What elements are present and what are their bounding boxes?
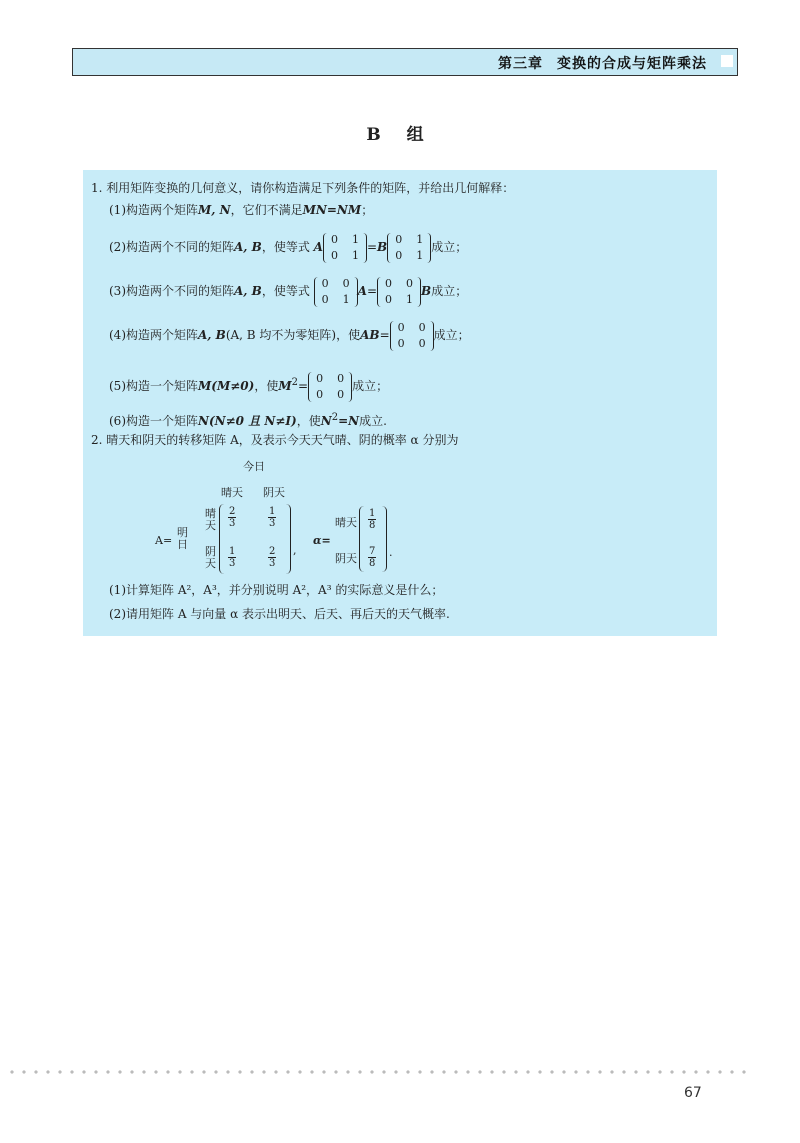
col-sunny-label: 晴天 [221, 486, 243, 499]
q1-intro: 1. 利用矩阵变换的几何意义，请你构造满足下列条件的矩阵，并给出几何解释： [91, 181, 515, 195]
matrix-A-label: A= [155, 534, 173, 547]
alpha-row-cloudy: 阴天 [335, 552, 357, 565]
matrix-p5: 0 0 0 0 [308, 372, 352, 402]
col-cloudy-label: 阴天 [263, 486, 285, 499]
header-corner-box [721, 55, 733, 67]
q2-part1: (1)计算矩阵 A²，A³，并分别说明 A²，A³ 的实际意义是什么； [109, 583, 444, 597]
alpha-row-sunny: 晴天 [335, 516, 357, 529]
q1-part6: (6)构造一个矩阵N(N≠0 且 N≠I)，使$N^2=N$成立. [109, 412, 387, 428]
chapter-header [72, 48, 738, 76]
today-label: 今日 [243, 460, 265, 473]
matrix-p4: 0 0 0 0 [390, 321, 434, 351]
alpha-label: α= [313, 534, 331, 547]
vector-alpha [359, 506, 387, 572]
q2-intro: 2. 晴天和阴天的转移矩阵 A，及表示今天天气晴、阴的概率 α 分别为 [91, 433, 459, 447]
frac-alpha1: $\frac{1}{8}$ [369, 508, 376, 531]
matrix-p2-right: 0 1 0 1 [387, 233, 431, 263]
matrix-p2-left: 0 1 0 1 [323, 233, 367, 263]
exercise-panel: 1. 利用矩阵变换的几何意义，请你构造满足下列条件的矩阵，并给出几何解释： (1)构造两个矩阵M, N，它们不满足MN=NM； (2)构造两个不同的矩阵A, B，使等式 A 0 1 0 1 =B 0 1 0 1 成立； (3)构造两个不同的矩阵A, B，使等式 0 0 0 1 A= 0 0 0 1 B成立； (4)构造两个矩阵A, B(A, B 均不为零矩阵)，使AB= 0 0 0 0 成立； (5)构造一个矩阵M(M≠0)，使$M^2=$ 0 0 0 0 成立； (6)构造一个矩阵N(N≠0 且 N≠I)，使$N^2=N$成立. 2. 晴天和阴天的转移矩阵 A，及表示今天天气晴、阴的概率 α 分别为 今日 晴天 阴天 A= 明日 晴天 阴天 $\frac{2}{3}$ $\frac{1}{3}$ $\frac{1}{3}$ $\frac{2}{3}$ , α= 晴天 阴天 $\frac{1}{8}$ $\frac{7}{8}$ . (1)计算矩阵 A²，A³，并分别说明 A²，A³ 的实际意义是什么； (2)请用矩阵 A 与向量 α 表示出明天、后天、再后天的天气概率. [83, 170, 717, 636]
matrix-p3-left: 0 0 0 1 [314, 277, 358, 307]
row-cloudy-label: 阴天 [205, 545, 216, 570]
chapter-title [498, 53, 707, 73]
matrix-A [219, 504, 291, 574]
q1-part1: (1)构造两个矩阵M, N，它们不满足MN=NM； [109, 203, 374, 217]
frac-a11: $\frac{2}{3}$ [229, 506, 236, 529]
q2-part2: (2)请用矩阵 A 与向量 α 表示出明天、后天、再后天的天气概率. [109, 607, 450, 621]
q1-part2: (2)构造两个不同的矩阵A, B，使等式 A 0 1 0 1 =B 0 1 0 1 成立； [109, 232, 468, 262]
frac-a22: $\frac{2}{3}$ [269, 546, 276, 569]
chapter-name: 变换的合成与矩阵乘法 [557, 56, 707, 72]
footer-dotted-rule [6, 1070, 746, 1074]
page-number: 67 [684, 1085, 702, 1101]
chapter-number: 第三章 [498, 56, 543, 72]
frac-a12: $\frac{1}{3}$ [269, 506, 276, 529]
frac-alpha2: $\frac{7}{8}$ [369, 546, 376, 569]
matrix-p3-right: 0 0 0 1 [377, 277, 421, 307]
row-sunny-label: 晴天 [205, 507, 216, 532]
tomorrow-label: 明日 [177, 526, 188, 551]
q1-part3: (3)构造两个不同的矩阵A, B，使等式 0 0 0 1 A= 0 0 0 1 B成立； [109, 276, 468, 306]
q1-part4: (4)构造两个矩阵A, B(A, B 均不为零矩阵)，使AB= 0 0 0 0 成立； [109, 320, 470, 350]
section-title: B 组 [366, 125, 434, 145]
q1-part5: (5)构造一个矩阵M(M≠0)，使$M^2=$ 0 0 0 0 成立； [109, 371, 389, 401]
frac-a21: $\frac{1}{3}$ [229, 546, 236, 569]
